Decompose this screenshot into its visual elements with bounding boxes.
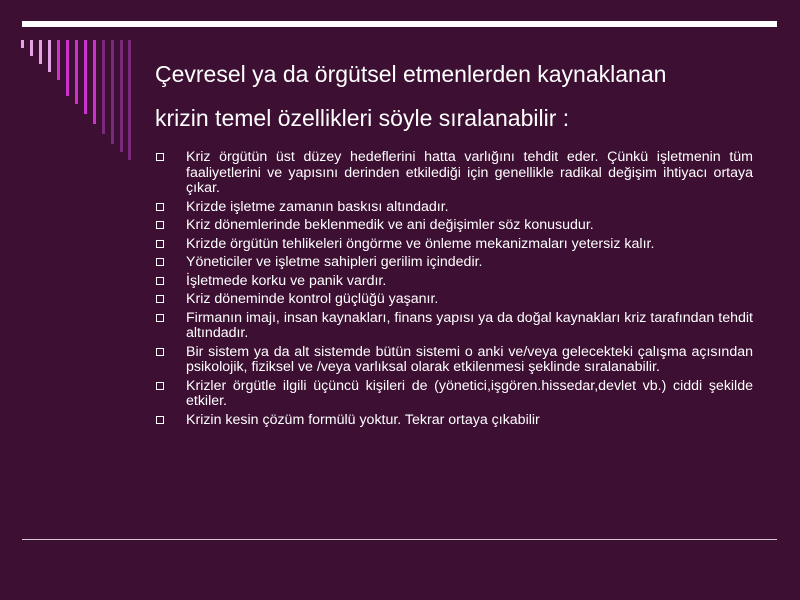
bullet-item bbox=[155, 255, 753, 271]
decorative-stripe bbox=[84, 40, 87, 114]
hollow-square-icon bbox=[156, 314, 164, 322]
hollow-square-icon bbox=[156, 348, 164, 356]
title-line-1: Çevresel ya da örgütsel etmenlerden kaynaklanan bbox=[155, 61, 667, 87]
bullet-item bbox=[155, 413, 753, 429]
bullet-text: Yöneticiler ve işletme sahipleri gerilim içindedir. bbox=[186, 254, 483, 270]
bullet-item bbox=[155, 200, 753, 216]
bullet-item bbox=[155, 218, 753, 234]
bullet-item bbox=[155, 345, 753, 376]
bullet-item bbox=[155, 379, 753, 410]
decorative-stripe bbox=[111, 40, 114, 144]
bullet-item bbox=[155, 150, 753, 197]
decorative-stripe bbox=[75, 40, 78, 104]
bullet-item bbox=[155, 311, 753, 342]
bullet-text: Krizler örgütle ilgili üçüncü kişileri de (yönetici,işgören.hissedar,devlet vb.) ciddi şekilde etkiler. bbox=[186, 377, 753, 409]
slide-title bbox=[155, 52, 775, 140]
hollow-square-icon bbox=[156, 221, 164, 229]
bullet-text: Krizde işletme zamanın baskısı altındadır. bbox=[186, 198, 449, 215]
hollow-square-icon bbox=[156, 203, 164, 211]
bullet-list bbox=[155, 150, 753, 431]
hollow-square-icon bbox=[156, 382, 164, 390]
bullet-text: Kriz örgütün üst düzey hedeflerini hatta varlığını tehdit eder. Çünkü işletmenin tüm faaliyetlerini ve yapısını derinden etkilediği için genellikle radikal değişim ihtiyacı ortaya çıkar. bbox=[186, 149, 753, 196]
decorative-stripe bbox=[21, 40, 24, 48]
bullet-item bbox=[155, 292, 753, 308]
decorative-stripe bbox=[66, 40, 69, 96]
bullet-item bbox=[155, 237, 753, 253]
hollow-square-icon bbox=[156, 295, 164, 303]
bullet-text: Krizin kesin çözüm formülü yoktur. Tekrar ortaya çıkabilir bbox=[186, 411, 540, 428]
bullet-item bbox=[155, 274, 753, 290]
decorative-stripe bbox=[128, 40, 131, 160]
bottom-rule bbox=[22, 539, 777, 540]
hollow-square-icon bbox=[156, 240, 164, 248]
bullet-text: Firmanın imajı, insan kaynakları, finans yapısı ya da doğal kaynakları kriz tarafından tehdit altındadır. bbox=[186, 309, 753, 341]
bullet-text: Kriz dönemlerinde beklenmedik ve ani değişimler söz konusudur. bbox=[186, 217, 594, 233]
decorative-stripe bbox=[93, 40, 96, 124]
decorative-stripes bbox=[0, 0, 140, 170]
bullet-text: İşletmede korku ve panik vardır. bbox=[186, 272, 387, 289]
decorative-stripe bbox=[30, 40, 33, 56]
hollow-square-icon bbox=[156, 153, 164, 161]
bullet-text: Kriz döneminde kontrol güçlüğü yaşanır. bbox=[186, 291, 439, 307]
decorative-stripe bbox=[120, 40, 123, 152]
decorative-stripe bbox=[39, 40, 42, 64]
decorative-stripe bbox=[57, 40, 60, 80]
decorative-stripe bbox=[48, 40, 51, 72]
hollow-square-icon bbox=[156, 258, 164, 266]
hollow-square-icon bbox=[156, 416, 164, 424]
bullet-text: Krizde örgütün tehlikeleri öngörme ve önleme mekanizmaları yetersiz kalır. bbox=[186, 235, 655, 252]
decorative-stripe bbox=[102, 40, 105, 134]
hollow-square-icon bbox=[156, 277, 164, 285]
title-line-2: krizin temel özellikleri söyle sıralanabilir : bbox=[155, 105, 570, 131]
bullet-text: Bir sistem ya da alt sistemde bütün sistemi o anki ve/veya gelecekteki çalışma açısından psikolojik, fiziksel ve /veya varlıksal olarak etkilenmesi şeklinde sıralanabilir. bbox=[186, 343, 753, 375]
